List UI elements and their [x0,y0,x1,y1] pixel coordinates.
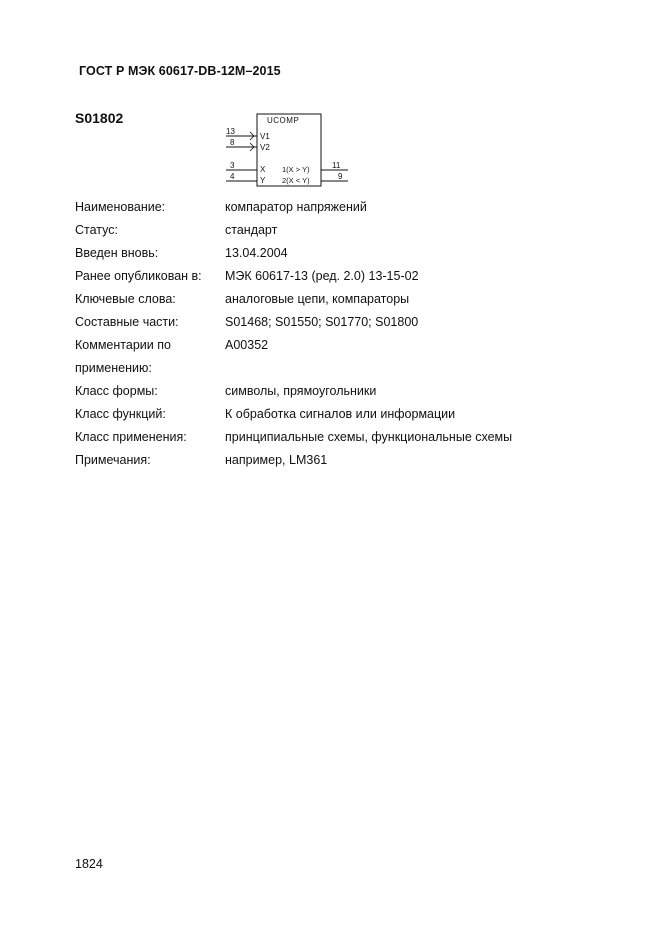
property-row-keywords [75,288,635,311]
property-row-application-class [75,426,635,449]
pin-label-v1: V1 [260,132,270,141]
page-number: 1824 [75,857,103,871]
property-label: Класс применения: [75,430,187,444]
pin-number-out1: 11 [332,161,341,170]
property-value: например, LM361 [225,453,328,467]
property-row-previously-published [75,265,635,288]
property-row-status [75,219,635,242]
property-value: компаратор напряжений [225,200,367,214]
property-value: A00352 [225,338,269,352]
property-label: Наименование: [75,200,166,214]
property-value: 13.04.2004 [225,246,288,260]
property-row-introduced [75,242,635,265]
property-label: Статус: [75,223,118,237]
property-label: Класс формы: [75,384,158,398]
property-value: принципиальные схемы, функциональные схемы [225,430,513,444]
property-label: Ключевые слова: [75,292,176,306]
property-row-function-class [75,403,635,426]
pin-number-v2: 8 [230,138,235,147]
pin-number-x: 3 [230,161,235,170]
property-row-shape-class [75,380,635,403]
property-row-application-notes [75,334,635,380]
property-row-notes [75,449,635,472]
property-label: Комментарии по применению: [75,338,171,375]
property-label: Класс функций: [75,407,166,421]
comparator-symbol [222,112,352,188]
pin-label-out1: 1(X > Y) [282,165,310,174]
pin-label-v2: V2 [260,143,270,152]
pin-number-v1: 13 [226,127,235,136]
property-label: Примечания: [75,453,151,467]
property-value: МЭК 60617-13 (ред. 2.0) 13-15-02 [225,269,419,283]
property-label: Введен вновь: [75,246,159,260]
property-row-components [75,311,635,334]
properties-table [75,196,635,472]
property-value: S01468; S01550; S01770; S01800 [225,315,419,329]
property-label: Составные части: [75,315,179,329]
property-value: аналоговые цепи, компараторы [225,292,410,306]
property-value: К обработка сигналов или информации [225,407,456,421]
document-header: ГОСТ Р МЭК 60617-DB-12M–2015 [79,64,281,78]
pin-label-x: X [260,165,266,174]
property-value: символы, прямоугольники [225,384,377,398]
entry-code: S01802 [75,110,124,126]
property-value: стандарт [225,223,278,237]
pin-label-out2: 2(X < Y) [282,176,310,185]
property-label: Ранее опубликован в: [75,269,202,283]
symbol-title: UCOMP [267,116,300,125]
pin-label-y: Y [260,176,266,185]
pin-number-y: 4 [230,172,235,181]
property-row-name [75,196,635,219]
pin-number-out2: 9 [338,172,343,181]
